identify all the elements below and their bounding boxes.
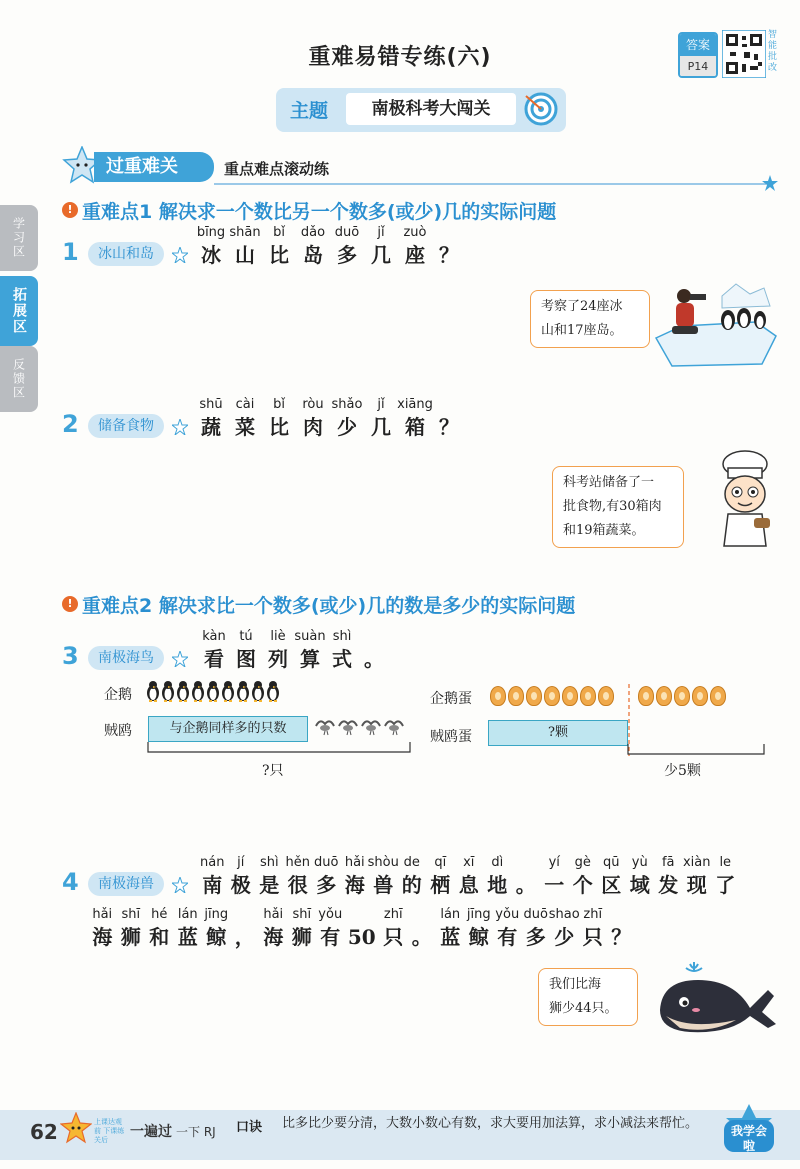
- pinyin: yù: [631, 855, 648, 870]
- char-cell: [296, 396, 330, 441]
- char-cell: [262, 396, 296, 441]
- hanzi: 一: [544, 873, 565, 897]
- answer-label: 答案: [680, 34, 716, 56]
- hanzi: 蓝: [440, 925, 461, 949]
- hanzi: 只: [383, 925, 404, 949]
- hanzi: 多: [525, 925, 546, 949]
- hanzi: 个: [572, 873, 593, 897]
- question-1-text: [194, 224, 466, 269]
- hanzi: 海: [344, 873, 365, 897]
- egg-icon: [562, 686, 578, 706]
- tag-star-icon: [172, 877, 188, 893]
- hanzi: ，: [234, 925, 255, 949]
- hanzi: 和: [149, 925, 170, 949]
- hanzi: 鲸: [468, 925, 489, 949]
- warning-icon: !: [62, 596, 78, 612]
- hanzi: 多: [316, 873, 337, 897]
- egg-row-b: [638, 686, 726, 706]
- pinyin: qī: [434, 855, 447, 870]
- hanzi: 。: [364, 647, 384, 671]
- hint-line: 狮少44只。: [549, 1001, 618, 1016]
- pinyin: xiāng: [397, 397, 433, 412]
- char-cell: [540, 854, 569, 899]
- answer-badge[interactable]: [678, 32, 718, 78]
- pinyin: yǒu: [318, 907, 343, 922]
- char-cell: [483, 854, 512, 899]
- pinyin: suàn: [294, 629, 326, 644]
- penguin-icon: [161, 680, 175, 702]
- hanzi: 只: [582, 925, 603, 949]
- char-cell: [408, 906, 437, 951]
- char-cell: [202, 906, 231, 951]
- hanzi: 比: [269, 415, 289, 439]
- hanzi: 少: [337, 415, 357, 439]
- hanzi: 发: [658, 873, 679, 897]
- char-cell: [597, 854, 626, 899]
- tag-star-icon: [172, 247, 188, 263]
- char-cell: [330, 224, 364, 269]
- char-cell: [255, 854, 284, 899]
- char-cell: [550, 906, 579, 951]
- pinyin: duō: [523, 907, 548, 922]
- char-cell: [284, 854, 313, 899]
- hanzi: 海: [92, 925, 113, 949]
- char-cell: [465, 906, 494, 951]
- question-3-text: [198, 628, 390, 673]
- warning-icon: !: [62, 202, 78, 218]
- pinyin: xī: [463, 855, 475, 870]
- theme-label: 主题: [290, 100, 329, 122]
- page-title: 重难易错专练(六): [308, 45, 492, 70]
- question-tag-1: 冰山和岛: [88, 242, 164, 266]
- pinyin: le: [719, 855, 732, 870]
- pinyin: duō: [334, 225, 360, 240]
- egg-icon: [544, 686, 560, 706]
- skua-row: [314, 716, 405, 736]
- char-cell: [455, 854, 484, 899]
- question-number-3: 3: [62, 642, 79, 670]
- char-cell: [579, 906, 608, 951]
- char-cell: [198, 628, 230, 673]
- hanzi: 算: [300, 647, 320, 671]
- question-number-4: 4: [62, 868, 79, 896]
- pinyin: fā: [661, 855, 675, 870]
- hanzi: 座: [405, 243, 425, 267]
- hanzi: 菜: [235, 415, 255, 439]
- char-cell: [607, 906, 636, 951]
- penguin-icon: [206, 680, 220, 702]
- pinyin: xiàn: [682, 855, 711, 870]
- skua-icon: [337, 716, 359, 736]
- skua-egg-box: ?颗: [488, 720, 628, 746]
- skua-egg-label: 贼鸥蛋: [430, 729, 472, 745]
- char-cell: [294, 628, 326, 673]
- hint-line: 批食物,有30箱肉: [563, 499, 662, 514]
- hanzi: 很: [287, 873, 308, 897]
- hanzi: 极: [230, 873, 251, 897]
- hanzi: 肉: [303, 415, 323, 439]
- qr-code-icon[interactable]: [722, 30, 766, 78]
- hanzi: 50: [347, 925, 376, 949]
- penguin-row: [146, 680, 280, 702]
- egg-icon: [490, 686, 506, 706]
- hanzi: 栖: [430, 873, 451, 897]
- brand-name: 一遍过: [130, 1124, 172, 1140]
- hanzi: 是: [259, 873, 280, 897]
- char-cell: [262, 224, 296, 269]
- egg-icon: [598, 686, 614, 706]
- egg-icon: [580, 686, 596, 706]
- penguin-label: 企鹅: [104, 687, 132, 703]
- hanzi: 狮: [291, 925, 312, 949]
- egg-icon: [710, 686, 726, 706]
- explorer-illustration: [652, 276, 778, 372]
- hanzi: 少: [554, 925, 575, 949]
- char-cell: [364, 224, 398, 269]
- egg-label: 企鹅蛋: [430, 691, 472, 707]
- pinyin: lán: [177, 907, 198, 922]
- char-cell: [341, 854, 370, 899]
- edition-label: 一下 RJ: [176, 1125, 216, 1139]
- question-2-text: [194, 396, 466, 441]
- pinyin: dì: [491, 855, 504, 870]
- pinyin: shī: [121, 907, 141, 922]
- char-cell: [364, 396, 398, 441]
- char-cell: [231, 906, 260, 951]
- pinyin: dǎo: [300, 225, 326, 240]
- pinyin: shòu: [367, 855, 399, 870]
- pinyin: shao: [548, 907, 580, 922]
- char-cell: [345, 906, 380, 951]
- tag-star-icon: [172, 651, 188, 667]
- hanzi: 区: [601, 873, 622, 897]
- pinyin: shì: [332, 629, 352, 644]
- question-number-1: 1: [62, 238, 79, 266]
- pinyin: zhī: [383, 907, 403, 922]
- tab-extension-area[interactable]: 拓展区: [0, 276, 38, 346]
- hanzi: 。: [515, 873, 536, 897]
- hint-line: 考察了24座冰: [541, 299, 623, 314]
- chef-illustration: [710, 448, 780, 548]
- char-cell: [174, 906, 203, 951]
- hanzi: 兽: [373, 873, 394, 897]
- answer-page: P14: [680, 56, 716, 78]
- egg-icon: [526, 686, 542, 706]
- skua-label: 贼鸥: [104, 723, 132, 739]
- pinyin: shān: [229, 225, 261, 240]
- hanzi: 蓝: [177, 925, 198, 949]
- char-cell: [398, 224, 432, 269]
- char-cell: [493, 906, 522, 951]
- question-tag-4: 南极海兽: [88, 872, 164, 896]
- hanzi: 列: [268, 647, 288, 671]
- hanzi: 图: [236, 647, 256, 671]
- section-subtitle: 重点难点滚动练: [224, 160, 330, 178]
- question-4-line-2: [88, 906, 636, 951]
- tag-star-icon: [172, 419, 188, 435]
- hanzi: 几: [371, 415, 391, 439]
- pinyin: jí: [237, 855, 245, 870]
- penguin-icon: [221, 680, 235, 702]
- char-cell: [228, 224, 262, 269]
- pinyin: shǎo: [331, 397, 363, 412]
- egg-row-a: [490, 686, 614, 706]
- pinyin: jǐ: [377, 397, 385, 412]
- egg-icon: [638, 686, 654, 706]
- char-cell: [436, 906, 465, 951]
- char-cell: [194, 396, 228, 441]
- hint-bubble-4: [538, 968, 638, 1026]
- char-cell: [369, 854, 398, 899]
- char-cell: [194, 224, 228, 269]
- char-cell: [330, 396, 364, 441]
- char-cell: [358, 628, 390, 673]
- char-cell: [426, 854, 455, 899]
- hanzi: 蔬: [201, 415, 221, 439]
- egg-icon: [656, 686, 672, 706]
- hint-bubble-1: [530, 290, 650, 348]
- tab-feedback-area[interactable]: 反馈区: [0, 346, 38, 412]
- pinyin: yǒu: [495, 907, 520, 922]
- hanzi: 狮: [120, 925, 141, 949]
- hanzi: 海: [263, 925, 284, 949]
- pinyin: hǎi: [263, 907, 284, 922]
- hanzi: 现: [686, 873, 707, 897]
- pinyin: kàn: [202, 629, 226, 644]
- hanzi: 地: [487, 873, 508, 897]
- theme-name: 南极科考大闯关: [346, 93, 516, 125]
- char-cell: [117, 906, 146, 951]
- char-cell: [145, 906, 174, 951]
- pinyin: hěn: [285, 855, 310, 870]
- char-cell: [522, 906, 551, 951]
- egg-icon: [674, 686, 690, 706]
- target-icon: [524, 92, 558, 126]
- char-cell: [398, 396, 432, 441]
- char-cell: [512, 854, 541, 899]
- less-label: 少5颗: [664, 763, 701, 779]
- mascot-star-icon: [60, 1112, 92, 1144]
- hanzi: ？: [611, 925, 632, 949]
- hanzi: 岛: [303, 243, 323, 267]
- char-cell: [626, 854, 655, 899]
- skua-icon: [383, 716, 405, 736]
- hanzi: 有: [497, 925, 518, 949]
- penguin-icon: [191, 680, 205, 702]
- char-cell: [296, 224, 330, 269]
- skua-icon: [314, 716, 336, 736]
- pinyin: zhī: [583, 907, 603, 922]
- egg-icon: [692, 686, 708, 706]
- char-cell: [88, 906, 117, 951]
- hanzi: 冰: [201, 243, 221, 267]
- char-cell: [288, 906, 317, 951]
- hanzi: 几: [371, 243, 391, 267]
- small-star-icon: [762, 175, 778, 191]
- char-cell: [227, 854, 256, 899]
- pinyin: bīng: [196, 225, 226, 240]
- char-cell: [326, 628, 358, 673]
- pinyin: shū: [199, 397, 223, 412]
- hanzi: 箱: [405, 415, 425, 439]
- pinyin: bǐ: [273, 397, 285, 412]
- pinyin: bǐ: [273, 225, 285, 240]
- hanzi: 的: [401, 873, 422, 897]
- hanzi: 南: [202, 873, 223, 897]
- hanzi: ？: [439, 415, 459, 439]
- hanzi: 息: [458, 873, 479, 897]
- section-banner: 过重难关: [94, 152, 214, 182]
- char-cell: [259, 906, 288, 951]
- hanzi: 山: [235, 243, 255, 267]
- hint-line: 我们比海: [549, 977, 602, 992]
- pinyin: liè: [270, 629, 286, 644]
- hint-line: 和19箱蔬菜。: [563, 523, 645, 538]
- hanzi: ？: [439, 243, 459, 267]
- hint-bubble-2: [552, 466, 684, 548]
- i-learned-label: 我学会啦: [730, 1124, 767, 1153]
- pinyin: duō: [314, 855, 339, 870]
- mnemonic-text: 比多比少要分清，大数小数心有数，求大要用加法算，求小减法来帮忙。: [282, 1116, 699, 1131]
- hanzi: 式: [332, 647, 352, 671]
- hanzi: 看: [204, 647, 224, 671]
- hint-line: 科考站储备了一: [563, 475, 655, 490]
- char-cell: [432, 224, 466, 269]
- section-divider: [214, 183, 766, 185]
- mnemonic-label: 口诀: [236, 1120, 263, 1135]
- smart-grading-label: 智能批改: [768, 30, 778, 73]
- tab-study-area[interactable]: 学习区: [0, 205, 38, 271]
- pinyin: shī: [292, 907, 312, 922]
- pinyin: tú: [239, 629, 253, 644]
- pinyin: jīng: [204, 907, 229, 922]
- question-tag-2: 储备食物: [88, 414, 164, 438]
- char-cell: [379, 906, 408, 951]
- char-cell: [654, 854, 683, 899]
- penguin-icon: [266, 680, 280, 702]
- hanzi: 多: [337, 243, 357, 267]
- hanzi: 。: [411, 925, 432, 949]
- skua-same-box: 与企鹅同样多的只数: [148, 716, 308, 742]
- brand-slogan: 上课达观前 下课练关后: [94, 1118, 125, 1144]
- pinyin: cài: [235, 397, 255, 412]
- key-point-1: 重难点1 解决求一个数比另一个数多(或少)几的实际问题: [82, 201, 557, 223]
- skua-icon: [360, 716, 382, 736]
- pinyin: qū: [603, 855, 620, 870]
- char-cell: [683, 854, 712, 899]
- skua-question: ?只: [262, 763, 284, 779]
- char-cell: [262, 628, 294, 673]
- pinyin: jīng: [466, 907, 491, 922]
- penguin-icon: [251, 680, 265, 702]
- char-cell: [312, 854, 341, 899]
- whale-illustration: [650, 960, 780, 1040]
- question-tag-3: 南极海鸟: [88, 646, 164, 670]
- penguin-icon: [146, 680, 160, 702]
- hint-line: 山和17座岛。: [541, 323, 623, 338]
- char-cell: [432, 396, 466, 441]
- hanzi: 有: [320, 925, 341, 949]
- char-cell: [711, 854, 740, 899]
- char-cell: [198, 854, 227, 899]
- pinyin: hǎi: [344, 855, 365, 870]
- question-number-2: 2: [62, 410, 79, 438]
- char-cell: [228, 396, 262, 441]
- egg-icon: [508, 686, 524, 706]
- pinyin: nán: [200, 855, 225, 870]
- char-cell: [230, 628, 262, 673]
- pinyin: hé: [151, 907, 168, 922]
- char-cell: [316, 906, 345, 951]
- pinyin: yí: [548, 855, 560, 870]
- char-cell: [569, 854, 598, 899]
- pinyin: zuò: [403, 225, 427, 240]
- penguin-icon: [176, 680, 190, 702]
- pinyin: lán: [440, 907, 461, 922]
- char-cell: [398, 854, 427, 899]
- pinyin: shì: [259, 855, 279, 870]
- penguin-icon: [236, 680, 250, 702]
- hanzi: 域: [629, 873, 650, 897]
- hanzi: 了: [715, 873, 736, 897]
- pinyin: gè: [574, 855, 591, 870]
- hanzi: 鲸: [206, 925, 227, 949]
- pinyin: jǐ: [377, 225, 385, 240]
- page-number: 62: [30, 1120, 58, 1144]
- key-point-2: 重难点2 解决求比一个数多(或少)几的数是多少的实际问题: [82, 595, 576, 617]
- pinyin: ròu: [302, 397, 324, 412]
- pinyin: hǎi: [92, 907, 113, 922]
- hanzi: 比: [269, 243, 289, 267]
- pinyin: de: [403, 855, 420, 870]
- question-4-line-1: [198, 854, 740, 899]
